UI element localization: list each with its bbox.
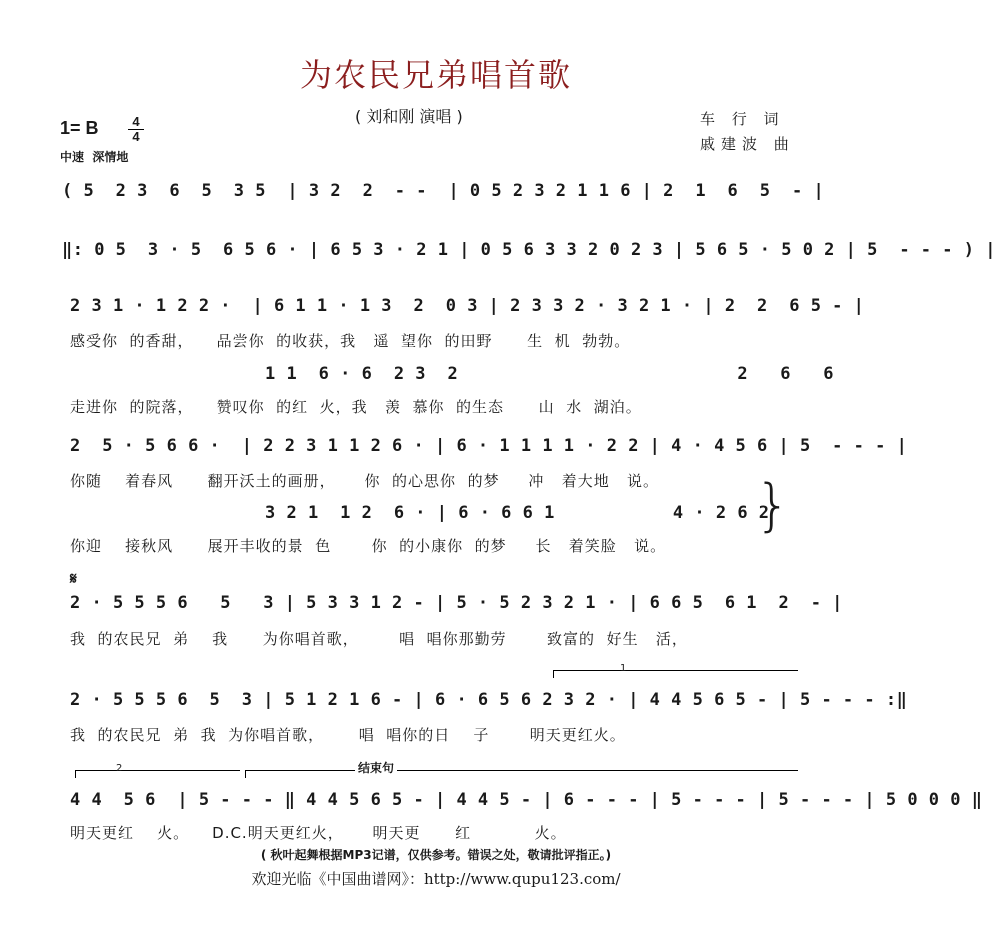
notation-line-4: 1 1 6 · 6 2 3 2 2 6 6 — [265, 364, 834, 384]
notation-line-7: 2 · 5 5 5 6 5 3 | 5 3 3 1 2 - | 5 · 5 2 3 2 1 · | 6 6 5 6 1 2 - | — [70, 593, 843, 613]
notation-line-8: 2 · 5 5 5 6 5 3 | 5 1 2 1 6 - | 6 · 6 5 6 2 3 2 · | 4 4 5 6 5 - | 5 - - - :‖ — [70, 690, 908, 710]
volta-1-bracket — [553, 670, 798, 671]
performer-credit: ( 刘和刚 演唱 ) — [355, 107, 463, 126]
volta-1-label: 1 — [620, 663, 627, 674]
notation-line-6: 3 2 1 1 2 6 · | 6 · 6 6 1 4 · 2 6 2 — [265, 503, 770, 523]
notation-line-2: ‖: 0 5 3 · 5 6 5 6 · | 6 5 3 · 2 1 | 0 5 6 3 3 2 0 2 3 | 5 6 5 · 5 0 2 | 5 - - - ) | — [62, 240, 996, 260]
lyric-line-5: 你随 着春风 翻开沃土的画册， 你 的心思你 的梦 冲 着大地 说。 — [70, 472, 660, 490]
ending-label: 结束句 — [355, 759, 397, 776]
tempo-marking: 中速 深情地 — [60, 150, 129, 164]
composer-credit: 戚建波 曲 — [700, 135, 795, 153]
notation-line-9: 4 4 5 6 | 5 - - - ‖ 4 4 5 6 5 - | 4 4 5 - | 6 - - - | 5 - - - | 5 - - - | 5 0 0 0 ‖ — [70, 790, 983, 810]
volta-2-label: 2 — [116, 763, 123, 774]
lyric-line-7: 我 的农民兄 弟 我 为你唱首歌， 唱 唱你那勤劳 致富的 好生 活， — [70, 630, 688, 648]
lyric-line-6: 你迎 接秋风 展开丰收的景 色 你 的小康你 的梦 长 着笑脸 说。 — [70, 537, 667, 555]
notation-line-1: ( 5 2 3 6 5 3 5 | 3 2 2 - - | 0 5 2 3 2 1 1 6 | 2 1 6 5 - | — [62, 181, 825, 201]
ending-tick — [245, 770, 246, 778]
segno-sign: 𝄋 — [70, 569, 77, 588]
meter-bottom: 4 — [132, 129, 140, 144]
verse-brace: } — [755, 473, 791, 538]
transcription-note: ( 秋叶起舞根据MP3记谱，仅供参考。错误之处，敬请批评指正。) — [260, 848, 612, 862]
lyric-line-3: 感受你 的香甜， 品尝你 的收获，我 遥 望你 的田野 生 机 勃勃。 — [70, 332, 631, 350]
volta-1-tick — [553, 670, 554, 678]
time-signature — [128, 116, 144, 143]
meter-top: 4 — [132, 114, 140, 129]
volta-2-tick — [75, 770, 76, 778]
song-title: 为农民兄弟唱首歌 — [299, 56, 572, 94]
lyricist-credit: 车 行 词 — [700, 110, 785, 128]
lyric-line-8: 我 的农民兄 弟 我 为你唱首歌， 唱 唱你的日 子 明天更红火。 — [70, 726, 626, 744]
volta-2-bracket — [75, 770, 240, 771]
lyric-line-9: 明天更红 火。 D.C.明天更红火， 明天更 红 火。 — [70, 824, 567, 842]
key-signature: 1= B — [60, 118, 99, 138]
notation-line-5: 2 5 · 5 6 6 · | 2 2 3 1 1 2 6 · | 6 · 1 1 1 1 · 2 2 | 4 · 4 5 6 | 5 - - - | — [70, 436, 908, 456]
site-footer: 欢迎光临《中国曲谱网》：http://www.qupu123.com/ — [251, 870, 621, 888]
lyric-line-4: 走进你 的院落， 赞叹你 的红 火，我 羡 慕你 的生态 山 水 湖泊。 — [70, 398, 642, 416]
notation-line-3: 2 3 1 · 1 2 2 · | 6 1 1 · 1 3 2 0 3 | 2 3 3 2 · 3 2 1 · | 2 2 6 5 - | — [70, 296, 865, 316]
ending-bracket — [245, 770, 798, 771]
